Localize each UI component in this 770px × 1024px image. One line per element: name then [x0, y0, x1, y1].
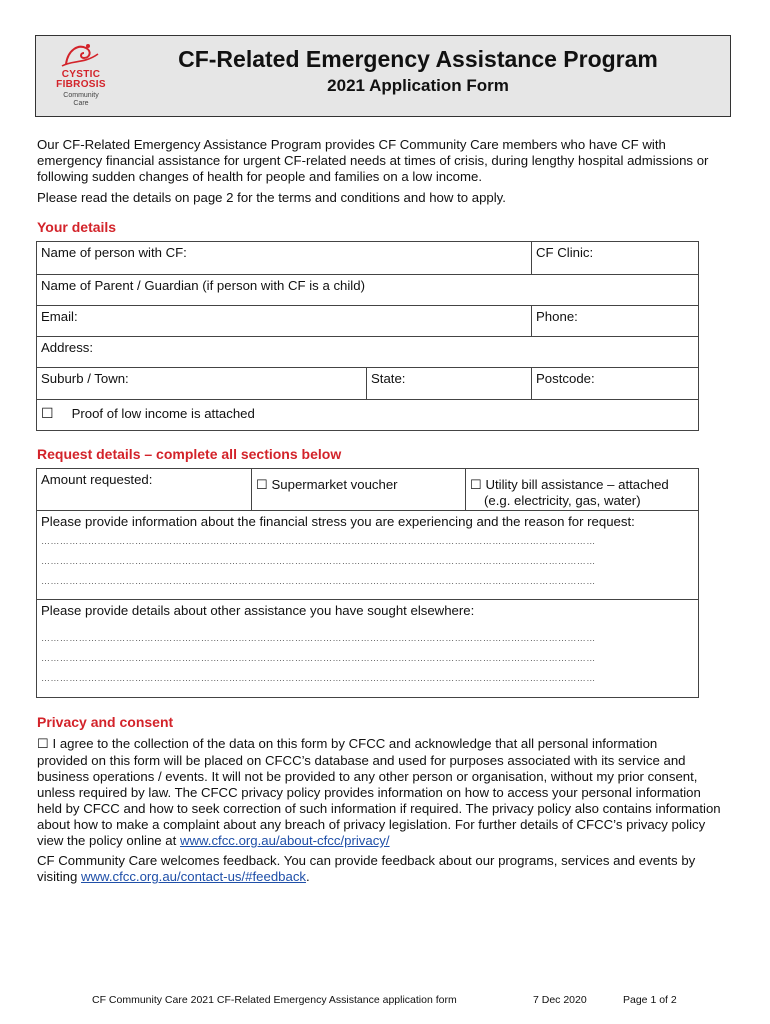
page-subtitle: 2021 Application Form [327, 76, 509, 95]
clinic-label: CF Clinic: [536, 245, 594, 260]
phone-label: Phone: [536, 309, 578, 324]
request-details-heading: Request details – complete all sections below [37, 446, 342, 462]
dotted-line: …………………………………………………………………………………………………………………………………………………………… [41, 576, 596, 586]
feedback-text: CF Community Care welcomes feedback. You can provide feedback about our programs, services and events by visiting [37, 853, 696, 884]
proof-row [37, 400, 699, 431]
supermarket-label: ☐ Supermarket voucher [256, 477, 398, 492]
other-label: Please provide details about other assistance you have sought elsewhere: [41, 603, 475, 618]
intro-paragraph: Our CF-Related Emergency Assistance Program provides CF Community Care members who have CF with emergency financial assistance for urgent CF-related needs at times of crisis, during lengthy hospital admissions or following sudden changes of health for people and families on a low income. [37, 137, 709, 184]
privacy-policy-link[interactable]: www.cfcc.org.au/about-cfcc/privacy/ [179, 833, 390, 848]
footer-form-name: CF Community Care 2021 CF-Related Emergency Assistance application form [92, 994, 457, 1006]
privacy-heading: Privacy and consent [37, 714, 174, 730]
email-field[interactable] [37, 306, 532, 337]
utility-sub: (e.g. electricity, gas, water) [484, 493, 641, 508]
amount-field[interactable] [37, 469, 252, 511]
request-details-table [36, 468, 699, 698]
cystic-fibrosis-logo [46, 40, 116, 112]
feedback-paragraph [37, 853, 727, 885]
suburb-field[interactable] [37, 368, 367, 400]
name-field[interactable] [37, 242, 532, 275]
dotted-line: …………………………………………………………………………………………………………………………………………………………… [41, 633, 596, 643]
footer-page-number: Page 1 of 2 [623, 994, 677, 1006]
dotted-line: …………………………………………………………………………………………………………………………………………………………… [41, 536, 596, 546]
dotted-line: …………………………………………………………………………………………………………………………………………………………… [41, 556, 596, 566]
logo-text-fibrosis: FIBROSIS [56, 79, 106, 90]
postcode-label: Postcode: [536, 371, 595, 386]
address-field[interactable] [37, 337, 699, 368]
amount-label: Amount requested: [41, 472, 153, 487]
your-details-table [36, 241, 699, 431]
consent-text: provided on this form will be placed on CFCC’s database and used for purposes associated with its service and business operations / events. It will not be provided to any other person or organisation, without my prior consent, unless required by law. The CFCC privacy policy provides information on how to access your personal information held by CFCC and how to seek correction of such information if required. The privacy policy also contains information about how to make a complaint about any breach of privacy legislation. For further details of CFCC’s privacy policy view the policy online at [37, 753, 721, 848]
other-assistance-field[interactable] [37, 600, 699, 698]
intro-instructions: Please read the details on page 2 for the terms and conditions and how to apply. [37, 190, 506, 205]
name-label: Name of person with CF: [41, 245, 187, 260]
logo-text-cystic: CYSTIC [61, 69, 101, 80]
consent-checkbox-line[interactable]: ☐ I agree to the collection of the data on this form by CFCC and acknowledge that all personal information [37, 736, 658, 751]
footer-date: 7 Dec 2020 [533, 994, 587, 1006]
state-label: State: [371, 371, 406, 386]
feedback-period: . [306, 869, 310, 884]
utility-option[interactable] [466, 469, 699, 511]
consent-paragraph [37, 753, 727, 849]
proof-label: Proof of low income is attached [71, 406, 255, 421]
logo-figure-icon [58, 40, 104, 70]
guardian-field[interactable] [37, 275, 699, 306]
utility-label: ☐ Utility bill assistance – attached [470, 477, 669, 492]
your-details-heading: Your details [37, 219, 117, 235]
supermarket-option[interactable] [252, 469, 466, 511]
dotted-line: …………………………………………………………………………………………………………………………………………………………… [41, 653, 596, 663]
logo-text-community: Community [63, 92, 99, 99]
clinic-field[interactable] [532, 242, 699, 275]
feedback-link[interactable]: www.cfcc.org.au/contact-us/#feedback [80, 869, 307, 884]
state-field[interactable] [367, 368, 532, 400]
email-label: Email: [41, 309, 78, 324]
phone-field[interactable] [532, 306, 699, 337]
form-header [35, 35, 731, 117]
logo-text-care: Care [73, 100, 89, 107]
suburb-label: Suburb / Town: [41, 371, 129, 386]
proof-checkbox[interactable]: ☐ [41, 405, 54, 421]
stress-field[interactable] [37, 511, 699, 600]
guardian-label: Name of Parent / Guardian (if person with CF is a child) [41, 278, 365, 293]
address-label: Address: [41, 340, 94, 355]
postcode-field[interactable] [532, 368, 699, 400]
stress-label: Please provide information about the financial stress you are experiencing and the reason for request: [41, 514, 635, 529]
page-title: CF-Related Emergency Assistance Program [178, 46, 658, 72]
dotted-line: …………………………………………………………………………………………………………………………………………………………… [41, 673, 596, 683]
